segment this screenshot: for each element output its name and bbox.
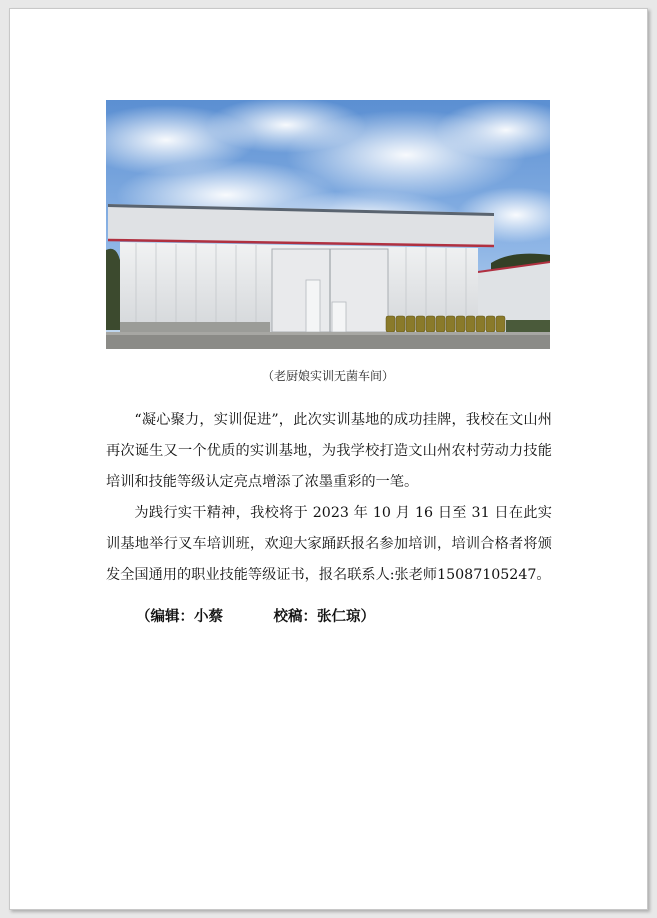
warehouse-photo-illustration (106, 100, 550, 349)
proofreader-credit: 校稿：张仁琼） (273, 609, 375, 625)
paragraph-1: “凝心聚力，实训促进”，此次实训基地的成功挂牌，我校在文山州再次诞生又一个优质的实训基地，为我学校打造文山州农村劳动力技能培训和技能等级认定亮点增添了浓墨重彩的一笔。 (106, 412, 552, 490)
photo-caption: （老厨娘实训无菌车间） (261, 369, 394, 383)
editor-credit: （编辑：小蔡 (136, 609, 223, 625)
warehouse-photo (106, 100, 550, 349)
paragraph-2: 为践行实干精神，我校将于 2023 年 10 月 16 日至 31 日在此实训基地举行叉车培训班，欢迎大家踊跃报名参加培训，培训合格者将颁发全国通用的职业技能等级证书，报名联系人:张老师15087105247。 (106, 505, 552, 583)
article-credits (136, 605, 375, 626)
article-body (106, 405, 552, 591)
document-page (9, 8, 648, 910)
